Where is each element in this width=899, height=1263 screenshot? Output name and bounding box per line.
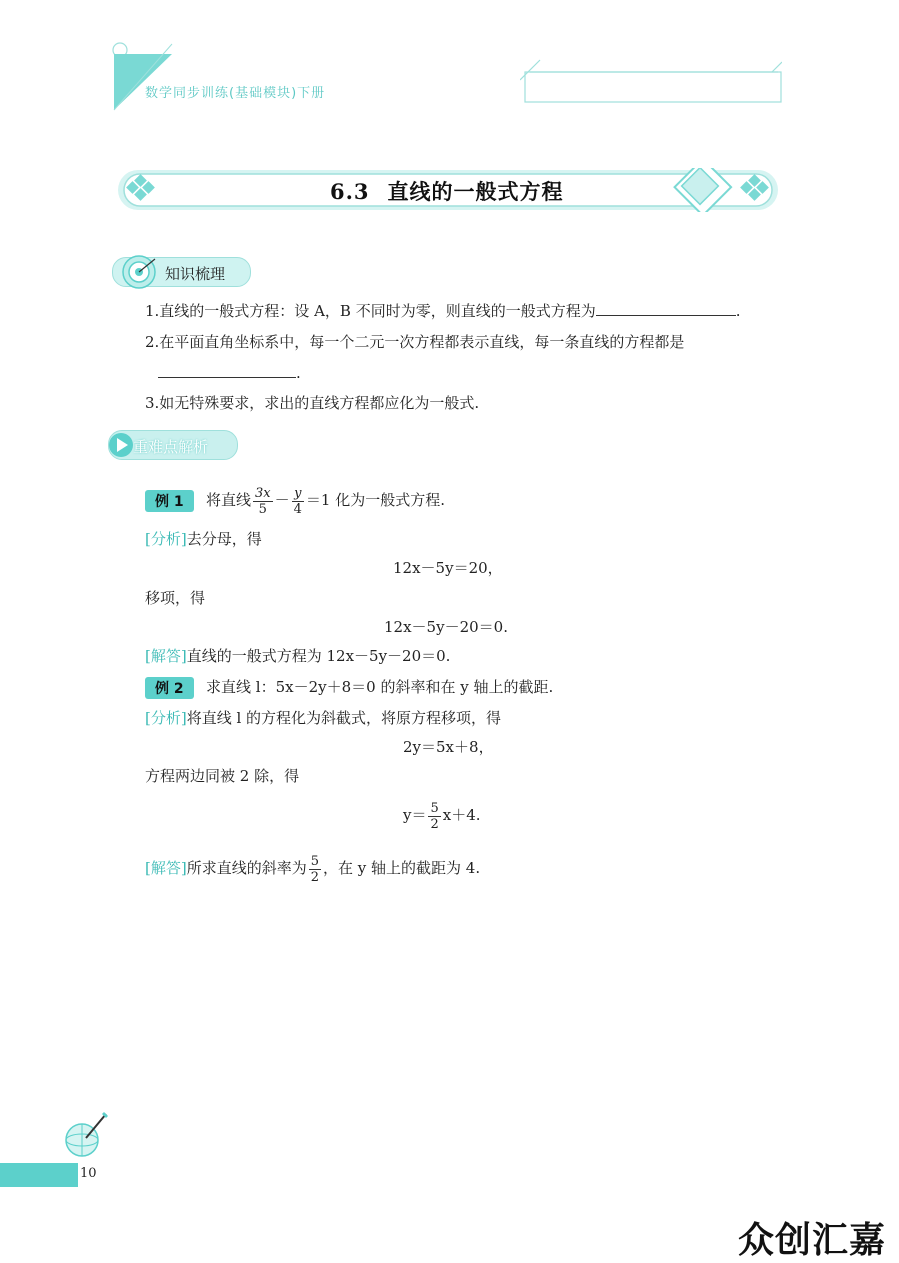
watermark-brand: 众创汇嘉 <box>738 1220 887 1261</box>
example-2-equation-2 <box>403 797 481 833</box>
example-1-badge: 例 1 <box>145 490 194 512</box>
knowledge-item-3: 3.如无特殊要求，求出的直线方程都应化为一般式. <box>145 394 480 412</box>
analysis-tag: [分析] <box>145 530 187 548</box>
example-1-equation-2: 12x－5y－20＝0. <box>384 618 508 636</box>
section-number: 6.3 <box>330 179 370 204</box>
example-1-move-text: 移项，得 <box>145 589 206 607</box>
example-1-question <box>206 482 445 518</box>
knowledge-label-text: 知识梳理 <box>165 265 226 283</box>
answer-fraction-5-over-2 <box>309 854 321 885</box>
example-1-answer-text: 直线的一般式方程为 12x－5y－20＝0. <box>186 647 451 665</box>
equation-fraction-numerator: 5 <box>430 800 439 816</box>
fraction-y-over-4 <box>292 486 304 517</box>
example-1-analysis <box>145 529 262 549</box>
knowledge-summary-label <box>112 257 251 287</box>
answer-tag: [解答] <box>145 647 187 665</box>
section-title-text: 直线的一般式方程 <box>387 180 564 204</box>
answer-blank-1 <box>596 301 736 316</box>
fraction-3x-over-5 <box>253 486 273 517</box>
example-1-analysis-text: 去分母，得 <box>186 530 262 548</box>
answer-fraction-denominator: 2 <box>310 869 320 885</box>
example-2-equation-1: 2y＝5x＋8， <box>403 738 494 756</box>
example-1-question-prefix: 将直线 <box>206 491 252 509</box>
fraction-1-denominator: 5 <box>258 501 267 517</box>
example-1-question-suffix: ＝1 化为一般式方程. <box>305 491 446 509</box>
example-2-answer <box>145 850 480 886</box>
target-icon <box>119 253 159 289</box>
minus-sign: － <box>274 491 290 509</box>
equation-fraction-denominator: 2 <box>430 816 439 832</box>
example-2-answer-prefix: 所求直线的斜率为 <box>186 859 307 877</box>
answer-blank-2 <box>158 363 296 378</box>
knowledge-item-1-text: 1.直线的一般式方程：设 A，B 不同时为零，则直线的一般式方程为 <box>145 302 596 320</box>
knowledge-item-2: 2.在平面直角坐标系中，每一个二元一次方程都表示直线，每一条直线的方程都是 <box>145 333 685 351</box>
knowledge-item-2-answer <box>158 363 301 383</box>
fraction-1-numerator: 3x <box>255 485 271 501</box>
page-number: 10 <box>80 1166 97 1181</box>
example-1-equation-1: 12x－5y＝20， <box>393 559 503 577</box>
equation-2-suffix: x＋4. <box>442 806 481 824</box>
example-1-answer <box>145 646 450 666</box>
example-2-analysis <box>145 708 501 728</box>
section-title <box>330 176 564 206</box>
fraction-2-denominator: 4 <box>293 501 302 517</box>
fraction-5-over-2 <box>428 801 440 832</box>
example-2-question: 求直线 l：5x－2y＋8＝0 的斜率和在 y 轴上的截距. <box>206 678 554 696</box>
globe-pencil-icon <box>60 1110 110 1162</box>
key-points-label <box>108 430 238 460</box>
analysis-tag: [分析] <box>145 709 187 727</box>
book-title: 数学同步训练(基础模块)下册 <box>145 86 326 101</box>
key-points-label-text: 重难点解析 <box>133 438 209 456</box>
equation-2-prefix: y＝ <box>403 806 427 824</box>
footer-accent-band <box>0 1163 78 1187</box>
play-icon <box>109 432 133 458</box>
knowledge-item-2-end: . <box>296 364 301 382</box>
example-2-analysis-text: 将直线 l 的方程化为斜截式，将原方程移项，得 <box>186 709 502 727</box>
header-triangle-decoration <box>110 42 176 112</box>
knowledge-item-1-end: . <box>735 302 741 320</box>
example-2-answer-suffix: ，在 y 轴上的截距为 4. <box>323 859 481 877</box>
header-frame-decoration <box>520 58 782 104</box>
fraction-2-numerator: y <box>292 486 304 502</box>
example-2-divide-text: 方程两边同被 2 除，得 <box>145 767 300 785</box>
example-2-badge: 例 2 <box>145 677 194 699</box>
answer-tag: [解答] <box>145 859 187 877</box>
knowledge-item-1 <box>145 301 741 321</box>
answer-fraction-numerator: 5 <box>310 853 320 869</box>
